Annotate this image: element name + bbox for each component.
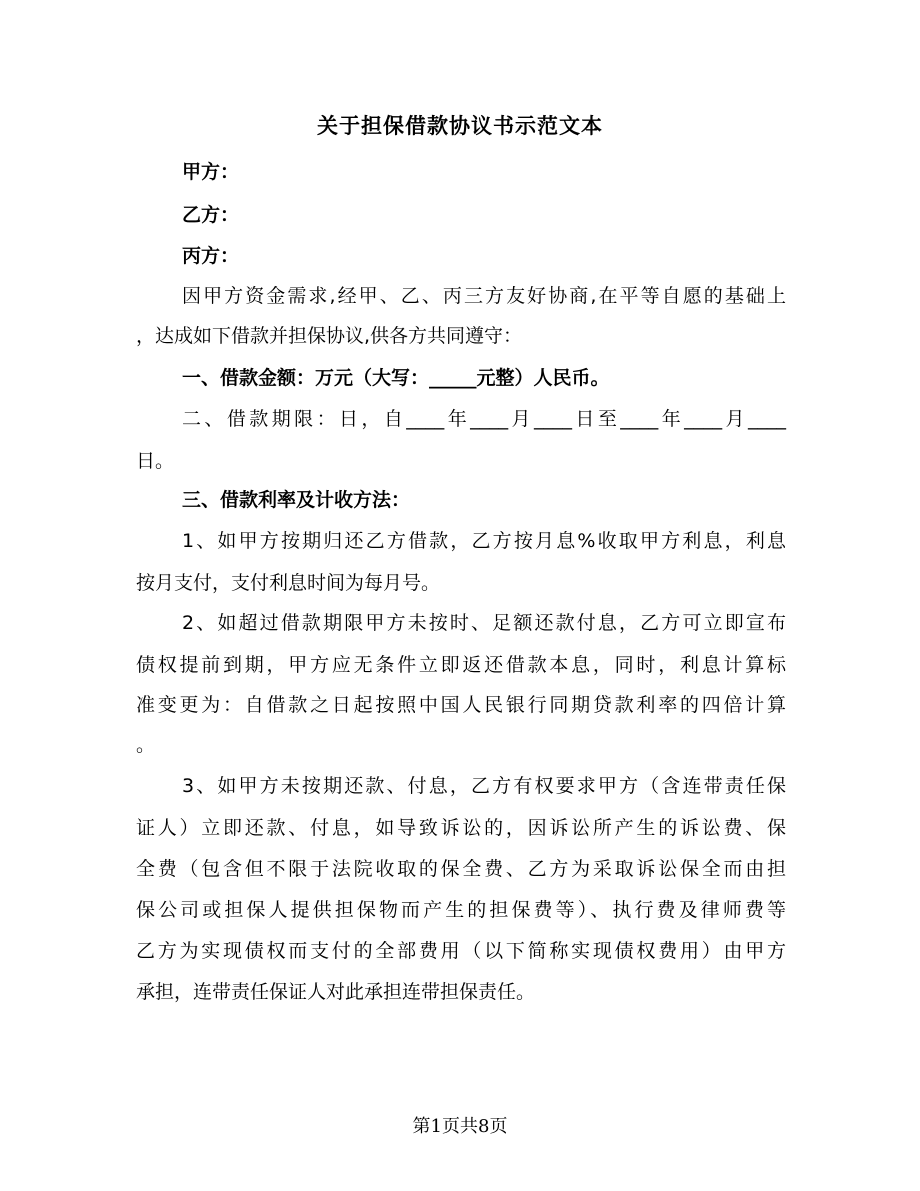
party-c-label: 丙方： xyxy=(182,245,240,267)
clause-1-loan-amount: 一、借款金额：万元（大写：_____元整）人民币。 xyxy=(182,367,610,389)
item-3-line-4: 保公司或担保人提供担保物而产生的担保费等）、执行费及律师费等 xyxy=(136,899,786,921)
intro-line-1: 因甲方资金需求,经甲、乙、丙三方友好协商,在平等自愿的基础上 xyxy=(182,285,786,307)
item-2-line-4: 。 xyxy=(136,734,156,756)
item-3-line-2: 证人）立即还款、付息，如导致诉讼的，因诉讼所产生的诉讼费、保 xyxy=(136,817,786,839)
intro-line-2: ，达成如下借款并担保协议,供各方共同遵守： xyxy=(136,325,523,347)
clause-3-heading: 三、借款利率及计收方法： xyxy=(182,489,411,511)
document-title: 关于担保借款协议书示范文本 xyxy=(317,114,603,138)
page-number-footer: 第1页共8页 xyxy=(412,1116,508,1137)
item-2-line-3: 准变更为：自借款之日起按照中国人民银行同期贷款利率的四倍计算 xyxy=(136,694,786,716)
party-a-label: 甲方： xyxy=(182,161,240,183)
item-3-line-3: 全费（包含但不限于法院收取的保全费、乙方为采取诉讼保全而由担 xyxy=(136,858,786,880)
party-b-label: 乙方： xyxy=(182,204,240,226)
item-3-line-5: 乙方为实现债权而支付的全部费用（以下简称实现债权费用）由甲方 xyxy=(136,940,786,962)
clause-2-line-1: 二、借款期限：日，自____年____月____日至____年____月____ xyxy=(182,408,786,430)
item-3-line-6: 承担，连带责任保证人对此承担连带担保责任。 xyxy=(136,981,536,1003)
item-2-line-1: 2、如超过借款期限甲方未按时、足额还款付息，乙方可立即宣布 xyxy=(182,612,786,634)
item-3-line-1: 3、如甲方未按期还款、付息，乙方有权要求甲方（含连带责任保 xyxy=(182,775,786,797)
item-1-line-2: 按月支付，支付利息时间为每月号。 xyxy=(136,572,441,594)
item-2-line-2: 债权提前到期，甲方应无条件立即返还借款本息，同时，利息计算标 xyxy=(136,654,786,676)
clause-2-line-2: 日。 xyxy=(136,450,175,472)
item-1-line-1: 1、如甲方按期归还乙方借款，乙方按月息%收取甲方利息，利息 xyxy=(182,530,786,552)
